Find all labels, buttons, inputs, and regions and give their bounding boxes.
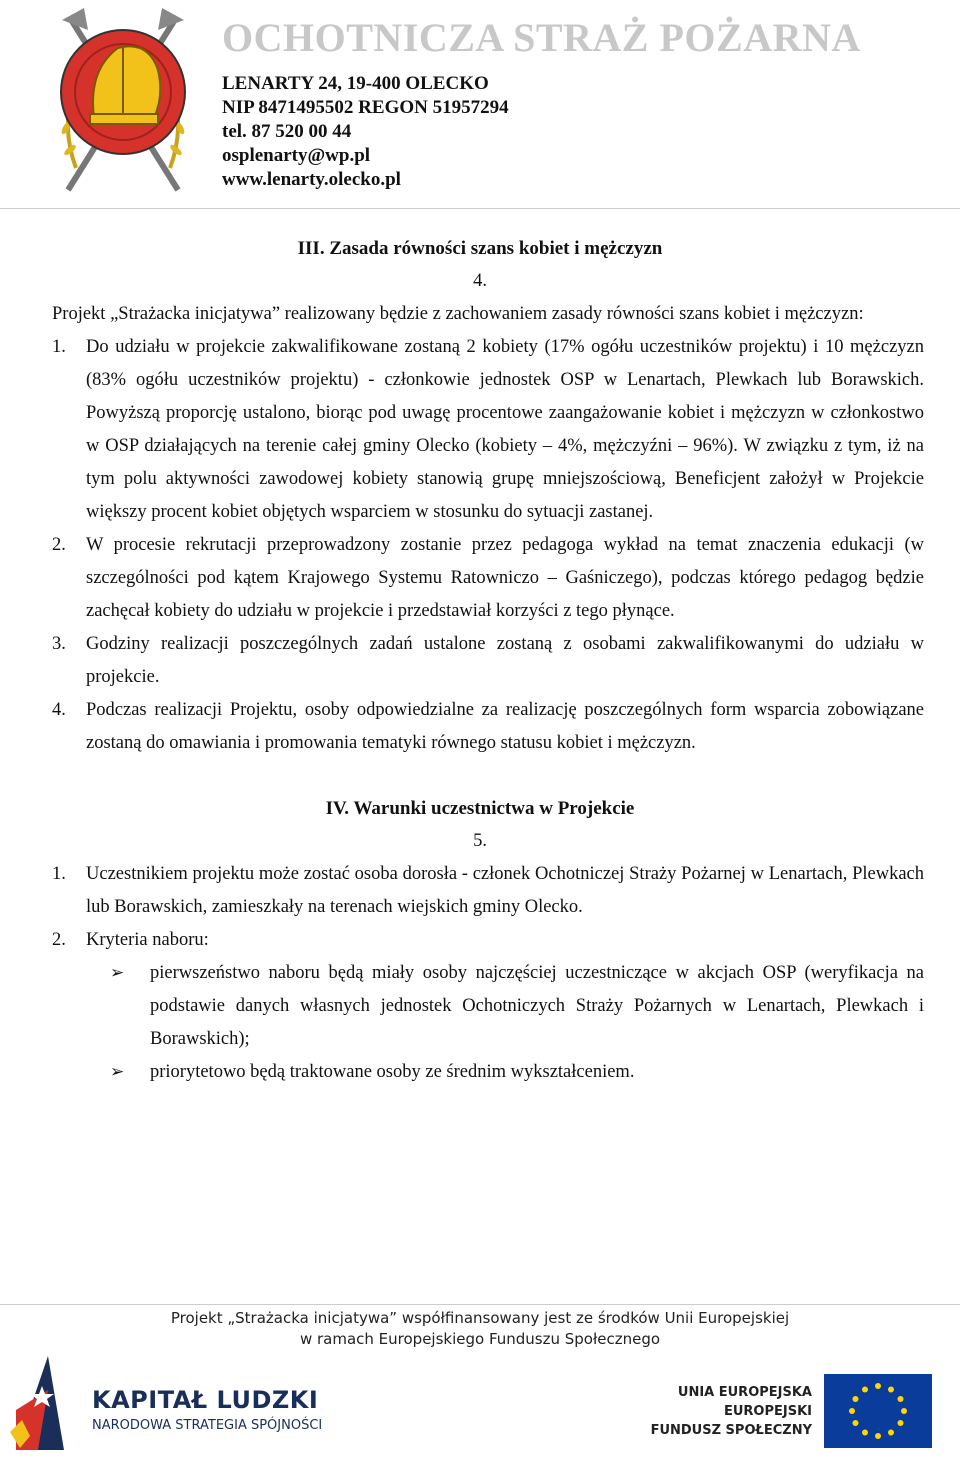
tax-ids: NIP 8471495502 REGON 51957294 — [222, 97, 509, 118]
section-4-number: 5. — [473, 831, 487, 851]
arrow-bullet-icon: ➢ — [110, 1062, 125, 1082]
funding-line-1: Projekt „Strażacka inicjatywa” współfinansowany jest ze środków Unii Europejskiej — [170, 1309, 790, 1327]
section-3-heading: III. Zasada równości szans kobiet i mężczyzn — [297, 238, 663, 259]
list-item-text: Podczas realizacji Projektu, osoby odpowiedzialne za realizację poszczególnych form wsparcia zobowiązane zostaną do omawiania i promowania tematyki równego statusu kobiet i mężczyzn. — [86, 700, 924, 753]
bullet-text: priorytetowo będą traktowane osoby ze średnim wykształceniem. — [150, 1062, 635, 1082]
list-item-text: Uczestnikiem projektu może zostać osoba dorosła - członek Ochotniczej Straży Pożarnej w Lenartach, Plewkach lub Borawskich, zamieszkały na terenach wiejskich gminy Olecko. — [86, 864, 924, 917]
eu-fund-label — [640, 1383, 812, 1440]
eu-line-3: FUNDUSZ SPOŁECZNY — [650, 1423, 812, 1438]
list-item-number: 2. — [52, 535, 66, 555]
contact-block — [222, 72, 509, 192]
phone: tel. 87 520 00 44 — [222, 121, 352, 142]
footer-divider — [0, 1304, 960, 1305]
funding-note — [0, 1308, 960, 1350]
bullet-item — [110, 957, 924, 1056]
list-item-number: 2. — [52, 930, 66, 950]
list-item — [52, 694, 924, 760]
list-item-text: Godziny realizacji poszczególnych zadań ustalone zostaną z osobami zakwalifikowanymi do udziału w projekcie. — [86, 634, 924, 687]
funding-line-2: w ramach Europejskiego Funduszu Społecznego — [299, 1330, 661, 1348]
header-divider — [0, 208, 960, 209]
bullet-item — [110, 1056, 924, 1089]
list-item-text: W procesie rekrutacji przeprowadzony zostanie przez pedagoga wykład na temat znaczenia edukacji (w szczególności pod kątem Krajowego Systemu Ratowniczo – Gaśniczego), podczas którego pedagog będzie zachęcał kobiety do udziału w projekcie i przedstawiał korzyści z tego płynące. — [86, 535, 924, 621]
fire-brigade-emblem-logo — [48, 0, 198, 198]
address: LENARTY 24, 19-400 OLECKO — [222, 73, 489, 94]
eu-line-1: UNIA EUROPEJSKA — [677, 1385, 812, 1400]
list-item — [52, 924, 924, 957]
list-item-number: 1. — [52, 337, 66, 357]
eu-line-2: EUROPEJSKI — [723, 1404, 812, 1419]
list-item — [52, 858, 924, 924]
list-item-number: 3. — [52, 634, 66, 654]
document-body — [0, 232, 960, 1089]
criteria-bullet-list — [110, 957, 924, 1089]
list-item-text: Do udziału w projekcie zakwalifikowane zostaną 2 kobiety (17% ogółu uczestników projektu) i 10 mężczyzn (83% ogółu uczestników projektu) - członkowie jednostek OSP w Lenartach, Plewkach lub Borawskich. Powyższą proporcję ustalono, biorąc pod uwagę procentowe zaangażowanie kobiet i mężczyzn w członkostwo w OSP działających na terenie całej gminy Olecko (kobiety – 4%, mężczyźni – 96%). W związku z tym, iż na tym polu aktywności zawodowej kobiety stanowią grupę mniejszościową, Beneficjent założył w Projekcie większy procent kobiet objętych wsparciem w stosunku do sytuacji zastanej. — [86, 337, 924, 522]
list-item — [52, 529, 924, 628]
bullet-text: pierwszeństwo naboru będą miały osoby najczęściej uczestniczące w akcjach OSP (weryfikacja na podstawie danych własnych jednostek Ochotniczych Straży Pożarnych w Lenartach, Plewkach i Borawskich); — [150, 963, 924, 1049]
letterhead — [0, 0, 960, 210]
arrow-bullet-icon: ➢ — [110, 963, 125, 983]
eu-flag-icon — [824, 1374, 932, 1448]
list-item-number: 1. — [52, 864, 66, 884]
kapital-ludzki-subtitle: NARODOWA STRATEGIA SPÓJNOŚCI — [92, 1418, 323, 1433]
list-item-number: 4. — [52, 700, 66, 720]
section-3-number: 4. — [473, 271, 487, 291]
section-3-intro: Projekt „Strażacka inicjatywa” realizowany będzie z zachowaniem zasady równości szans kobiet i mężczyzn: — [52, 304, 864, 324]
list-item-text: Kryteria naboru: — [86, 930, 209, 950]
list-item — [52, 628, 924, 694]
list-item — [52, 331, 924, 529]
section-4-heading: IV. Warunki uczestnictwa w Projekcie — [325, 798, 635, 819]
website-link[interactable]: www.lenarty.olecko.pl — [222, 169, 401, 190]
email-link[interactable]: osplenarty@wp.pl — [222, 145, 371, 166]
organization-name: OCHOTNICZA STRAŻ POŻARNA — [222, 15, 861, 60]
kapital-ludzki-title: KAPITAŁ LUDZKI — [92, 1386, 319, 1414]
